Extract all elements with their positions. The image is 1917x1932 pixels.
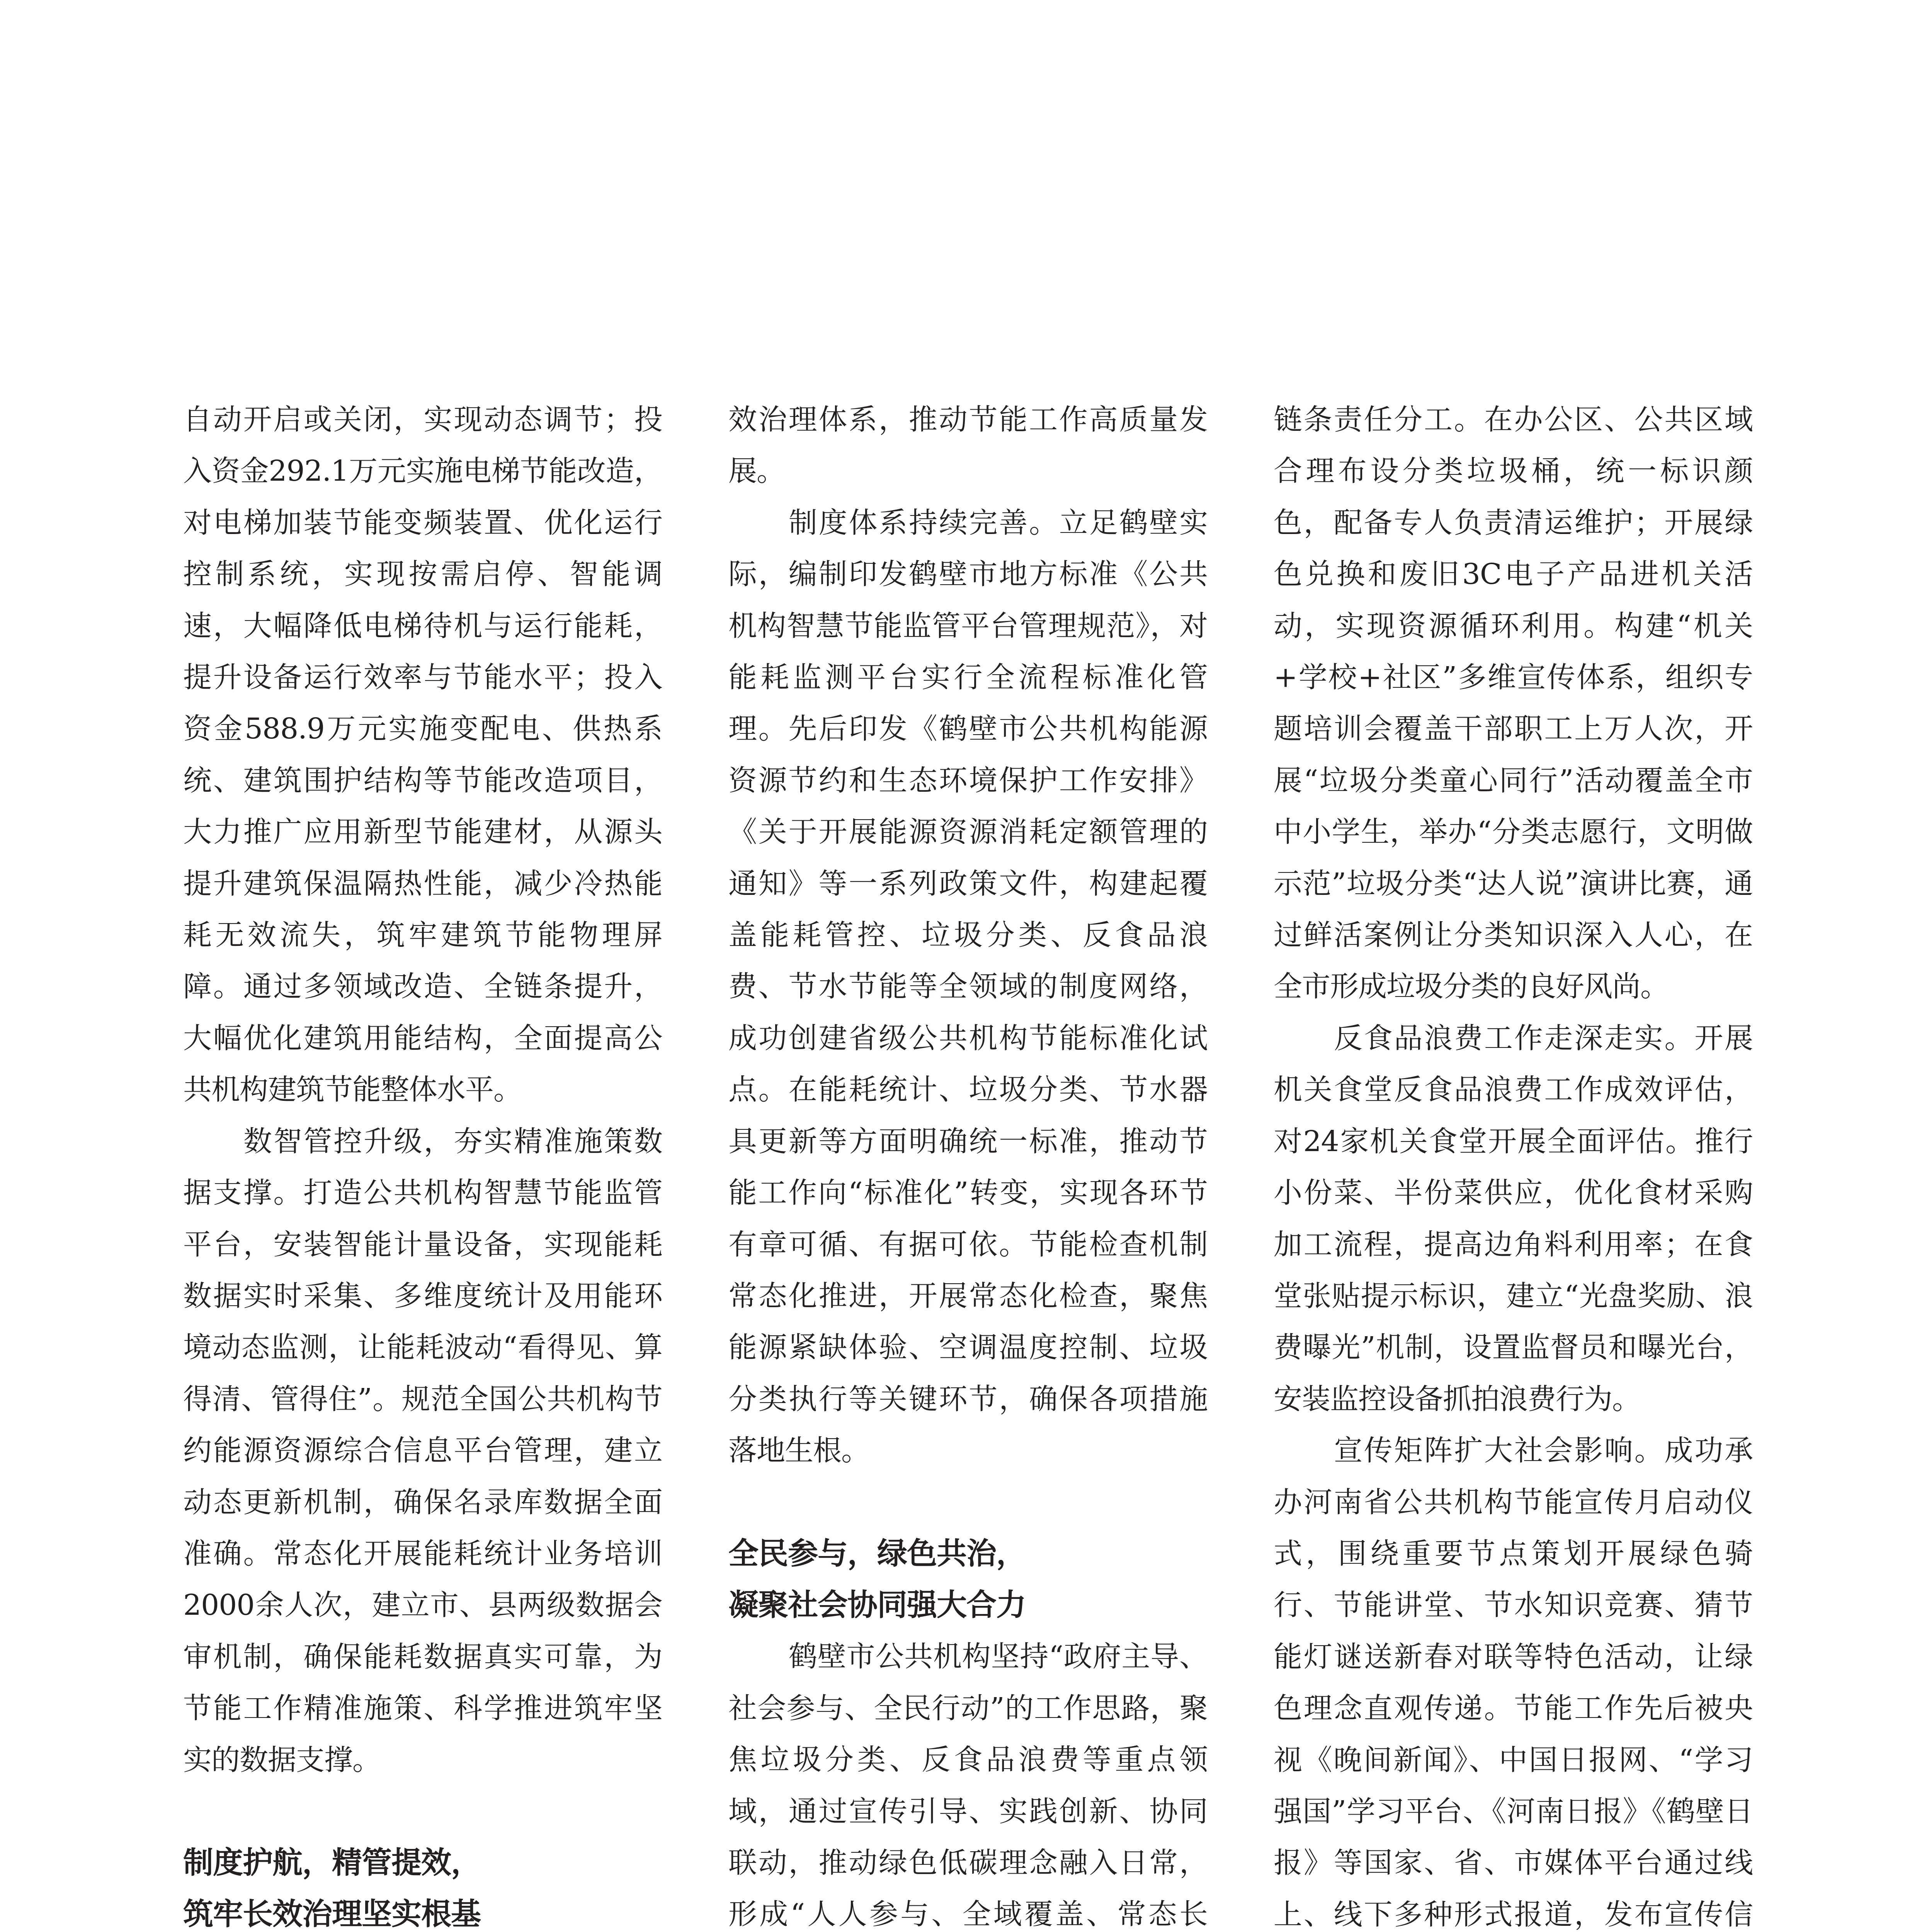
- section-gap: [183, 1786, 662, 1837]
- article-column-1: [183, 394, 662, 1932]
- paragraph: 制度体系持续完善。立足鹤壁实际，编制印发鹤壁市地方标准《公共机构智慧节能监管平台管理规范》，对能耗监测平台实行全流程标准化管理。先后印发《鹤壁市公共机构能源资源节约和生态环境保护工作安排》《关于开展能源资源消耗定额管理的通知》等一系列政策文件，构建起覆盖能耗管控、垃圾分类、反食品浪费、节水节能等全领域的制度网络，成功创建省级公共机构节能标准化试点。在能耗统计、垃圾分类、节水器具更新等方面明确统一标准，推动节能工作向“标准化”转变，实现各环节有章可循、有据可依。节能检查机制常态化推进，开展常态化检查，聚焦能源紧缺体验、空调温度控制、垃圾分类执行等关键环节，确保各项措施落地生根。: [728, 506, 1208, 1468]
- section-heading-line-2: 筑牢长效治理坚实根基: [183, 1897, 481, 1932]
- section-heading-line-2: 凝聚社会协同强大合力: [728, 1587, 1026, 1622]
- paragraph: 数智管控升级，夯实精准施策数据支撑。打造公共机构智慧节能监管平台，安装智能计量设备，实现能耗数据实时采集、多维度统计及用能环境动态监测，让能耗波动“看得见、算得清、管得住”。规范全国公共机构节约能源资源综合信息平台管理，建立动态更新机制，确保名录库数据全面准确。常态化开展能耗统计业务培训2000余人次，建立市、县两级数据会审机制，确保能耗数据真实可靠，为节能工作精准施策、科学推进筑牢坚实的数据支撑。: [183, 1124, 662, 1777]
- paragraph: [1274, 1425, 1753, 1932]
- paragraph: 链条责任分工。在办公区、公共区域合理布设分类垃圾桶，统一标识颜色，配备专人负责清运维护；开展绿色兑换和废旧3C电子产品进机关活动，实现资源循环利用。构建“机关+学校+社区”多维宣传体系，组织专题培训会覆盖干部职工上万人次，开展“垃圾分类童心同行”活动覆盖全市中小学生，举办“分类志愿行，文明做示范”垃圾分类“达人说”演讲比赛，通过鲜活案例让分类知识深入人心，在全市形成垃圾分类的良好风尚。: [1274, 403, 1753, 1003]
- paragraph: 鹤壁市公共机构坚持“政府主导、社会参与、全民行动”的工作思路，聚焦垃圾分类、反食品浪费等重点领域，通过宣传引导、实践创新、协同联动，推动绿色低碳理念融入日常，形成“人人参与、全域覆盖、常态长: [728, 1640, 1208, 1931]
- paragraph-text: 宣传矩阵扩大社会影响。成功承办河南省公共机构节能宣传月启动仪式，围绕重要节点策划开展绿色骑行、节能讲堂、节水知识竞赛、猜节能灯谜送新春对联等特色活动，让绿色理念直观传递。节能工作先后被央视《晚间新闻》、中国日报网、“学习强国”学习平台、《河南日报》《鹤壁日报》等国家、省、市媒体平台通过线上、线下多种形式报道，发布宣传信: [1274, 1434, 1753, 1931]
- section-heading-line-1: 制度护航，精管提效，: [183, 1845, 481, 1880]
- article-column-3: [1274, 394, 1753, 1932]
- paragraph: 自动开启或关闭，实现动态调节；投入资金292.1万元实施电梯节能改造，对电梯加装节能变频装置、优化运行控制系统，实现按需启停、智能调速，大幅降低电梯待机与运行能耗，提升设备运行效率与节能水平；投入资金588.9万元实施变配电、供热系统、建筑围护结构等节能改造项目，大力推广应用新型节能建材，从源头提升建筑保温隔热性能，减少冷热能耗无效流失，筑牢建筑节能物理屏障。通过多领域改造、全链条提升，大幅优化建筑用能结构，全面提高公共机构建筑节能整体水平。: [183, 403, 662, 1107]
- paragraph: 反食品浪费工作走深走实。开展机关食堂反食品浪费工作成效评估，对24家机关食堂开展全面评估。推行小份菜、半份菜供应，优化食材采购加工流程，提高边角料利用率；在食堂张贴提示标识，建立“光盘奖励、浪费曝光”机制，设置监督员和曝光台，安装监控设备抓拍浪费行为。: [1274, 1021, 1753, 1416]
- article-column-2: [728, 394, 1208, 1932]
- paragraph: 效治理体系，推动节能工作高质量发展。: [728, 403, 1208, 488]
- section-gap: [728, 1477, 1208, 1528]
- section-heading-line-1: 全民参与，绿色共治，: [728, 1536, 1026, 1571]
